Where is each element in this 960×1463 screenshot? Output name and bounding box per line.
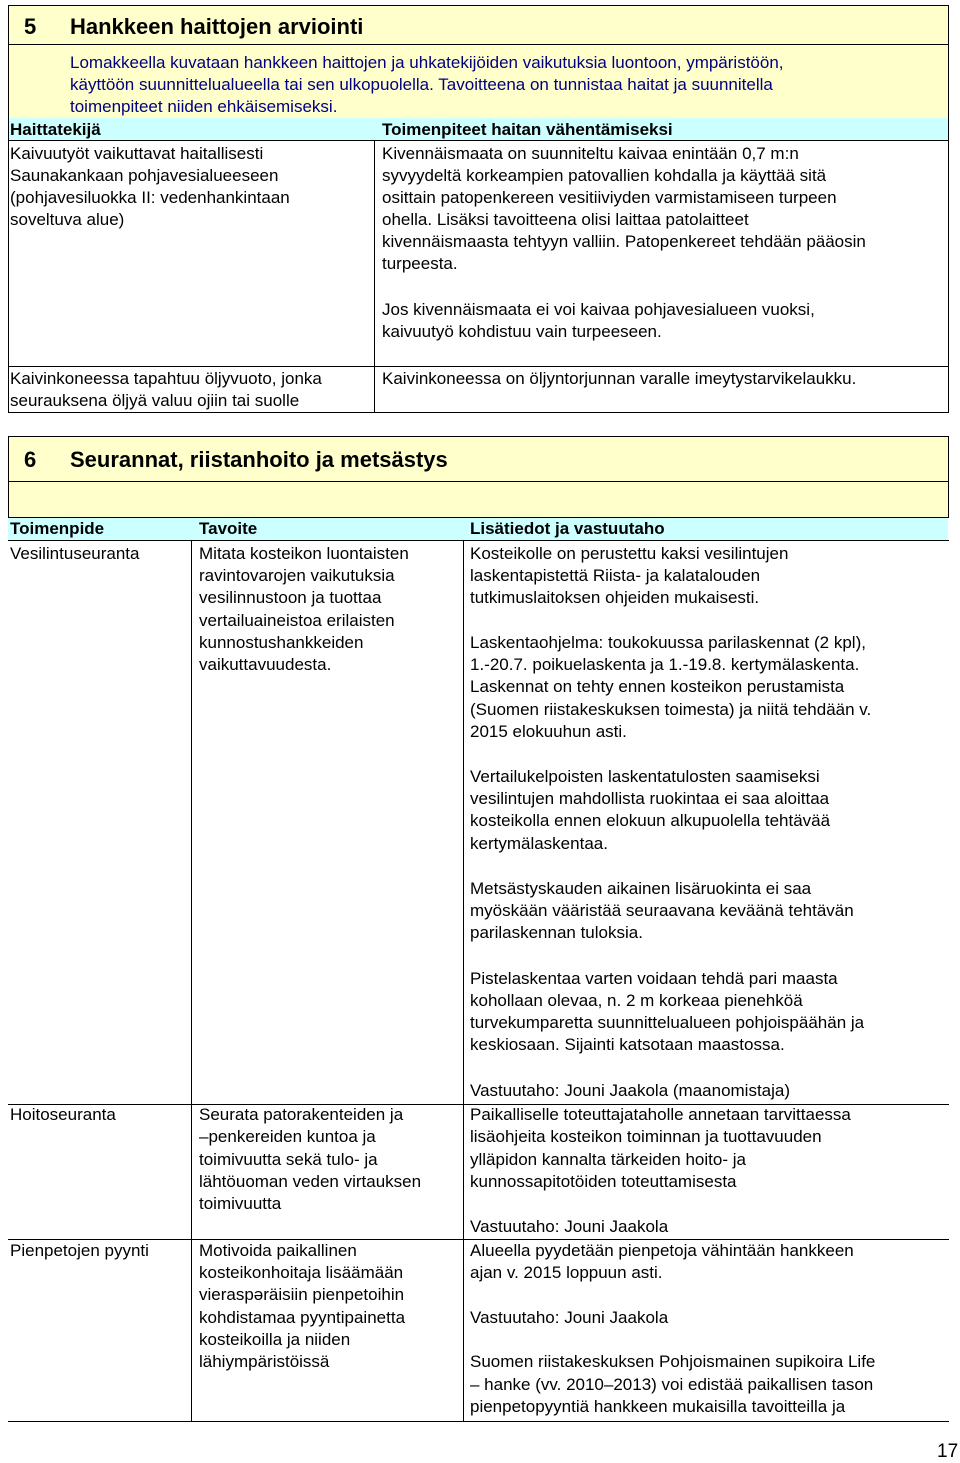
section6-row3-action: Pienpetojen pyynti (10, 1241, 149, 1260)
section6-row3-goal-2: kosteikonhoitaja lisäämään (199, 1263, 404, 1282)
section6-row1-info-2-3: Laskennat on tehty ennen kosteikon perustamista (470, 677, 845, 696)
section6-row3-info-1-2: ajan v. 2015 loppuun asti. (470, 1263, 663, 1282)
section6-row1-action: Vesilintuseuranta (10, 544, 140, 563)
section6-row1-goal-6: vaikuttavuudesta. (199, 655, 332, 674)
section6-row1-info-6-1: Vastuutaho: Jouni Jaakola (maanomistaja) (470, 1081, 791, 1100)
section6-row3-info-3-3: pienpetopyyntiä hankkeen mukaisilla tavoitteilla ja (470, 1397, 846, 1416)
section5-row1-measure-1: Kivennäismaata on suunniteltu kaivaa enintään 0,7 m:n (382, 144, 799, 163)
section6-row2-action: Hoitoseuranta (10, 1105, 116, 1124)
section5-row2-factor-1: Kaivinkoneessa tapahtuu öljyvuoto, jonka (10, 369, 322, 388)
section6-row2-info-1-1: Paikalliselle toteuttajataholle annetaan tarvittaessa (470, 1105, 851, 1124)
section6-row2-goal-2: –penkereiden kuntoa ja (199, 1127, 376, 1146)
section6-row1-goal-4: vertailuaineistoa erilaisten (199, 611, 395, 630)
section5-number: 5 (24, 14, 37, 39)
section5-row1-factor-4: soveltuva alue) (10, 210, 125, 229)
section6-row1-goal-3: vesilinnustoon ja tuottaa (199, 588, 382, 607)
section5-title: Hankkeen haittojen arviointi (70, 14, 364, 39)
section5-intro-line-2: käyttöön suunnittelualueella tai sen ulkopuolella. Tavoitteena on tunnistaa haitat ja suunnitella (70, 75, 773, 94)
section5-row1-factor-1: Kaivuutyöt vaikuttavat haitallisesti (10, 144, 264, 163)
section6-row1-goal-5: kunnostushankkeiden (199, 633, 364, 652)
section6-row1-info-4-3: parilaskennan tuloksia. (470, 923, 643, 942)
section6-row1-info-5-1: Pistelaskentaa varten voidaan tehdä pari maasta (470, 969, 838, 988)
section5-row1-measure-7: Jos kivennäismaata ei voi kaivaa pohjavesialueen vuoksi, (382, 300, 815, 319)
section6-row1-info-1-3: tutkimuslaitoksen ohjeiden mukaisesti. (470, 588, 760, 607)
section6-row1-info-2-5: 2015 elokuuhun asti. (470, 722, 627, 741)
section6-row2-info-1-3: ylläpidon kannalta tärkeiden hoito- ja (470, 1150, 746, 1169)
section6-row1-info-3-4: kertymälaskentaa. (470, 834, 608, 853)
section6-row1-info-5-2: kohollaan olevaa, n. 2 m korkeaa pienehköä (470, 991, 803, 1010)
section6-row1-info-5-3: turvekumparetta suunnittelualueen pohjoispäähän ja (470, 1013, 865, 1032)
section6-row1-info-2-2: 1.-20.7. poikuelaskenta ja 1.-19.8. kertymälaskenta. (470, 655, 860, 674)
section6-row3-goal-1: Motivoida paikallinen (199, 1241, 357, 1260)
page-number: 17 (937, 1441, 959, 1462)
section6-row1-goal-1: Mitata kosteikon luontaisten (199, 544, 409, 563)
section6-row1-info-1-2: laskentapistettä Riista- ja kalatalouden (470, 566, 761, 585)
section6-row1-info-4-2: myöskään vääristää seuraavana keväänä tehtävän (470, 901, 854, 920)
section6-row1-goal-2: ravintovarojen vaikutuksia (199, 566, 395, 585)
section5-row1-measure-4: ohella. Lisäksi tavoitteena olisi laittaa patolaitteet (382, 210, 749, 229)
section6-row2-goal-4: lähtöuoman veden virtauksen (199, 1172, 422, 1191)
section6-row3-goal-4: kohdistamaa pyyntipainetta (199, 1308, 406, 1327)
section6-row2-goal-3: toimivuutta sekä tulo- ja (199, 1150, 378, 1169)
section5-header-factor: Haittatekijä (10, 120, 101, 139)
section5-row1-measure-3: osittain patopenkereen vesitiiviyden varmistamiseen turpeen (382, 188, 837, 207)
section5-row1-factor-3: (pohjavesiluokka II: vedenhankintaan (10, 188, 290, 207)
section6-subheader-box (8, 481, 948, 517)
section6-row1-info-4-1: Metsästyskauden aikainen lisäruokinta ei saa (470, 879, 812, 898)
section6-row1-info-1-1: Kosteikolle on perustettu kaksi vesilintujen (470, 544, 789, 563)
section5-row1-measure-6: turpeesta. (382, 254, 458, 273)
section5-intro-line-1: Lomakkeella kuvataan hankkeen haittojen ja uhkatekijöiden vaikutuksia luontoon, ympäristöön, (70, 53, 784, 72)
section6-row3-info-3-2: – hanke (vv. 2010–2013) voi edistää paikallisen tason (470, 1375, 874, 1394)
section6-row2-goal-1: Seurata patorakenteiden ja (199, 1105, 404, 1124)
section6-row3-info-3-1: Suomen riistakeskuksen Pohjoismainen supikoira Life (470, 1352, 876, 1371)
section6-row2-goal-5: toimivuutta (199, 1194, 282, 1213)
section6-row1-info-3-3: kosteikolla ennen elokuun alkupuolella tehtävää (470, 811, 831, 830)
section6-row1-info-2-1: Laskentaohjelma: toukokuussa parilaskennat (2 kpl), (470, 633, 866, 652)
section6-header-info: Lisätiedot ja vastuutaho (470, 519, 665, 538)
section5-row2-measure-1: Kaivinkoneessa on öljyntorjunnan varalle imeytystarvikelaukku. (382, 369, 857, 388)
section6-header-action: Toimenpide (10, 519, 105, 538)
section6-row1-info-3-2: vesilintujen mahdollista ruokintaa ei saa aloittaa (470, 789, 830, 808)
section6-row2-info-2-1: Vastuutaho: Jouni Jaakola (470, 1217, 669, 1236)
section6-row3-goal-6: lähiympäristöissä (199, 1352, 330, 1371)
section5-row1-measure-8: kaivuutyö kohdistuu vain turpeeseen. (382, 322, 662, 341)
section6-row1-info-5-4: keskiosaan. Sijainti katsotaan maastossa. (470, 1035, 785, 1054)
section6-row2-info-1-4: kunnossapitotöiden toteuttamisesta (470, 1172, 737, 1191)
section5-row1-measure-5: kivennäismaasta tehtyyn valliin. Patopenkereet tehdään pääosin (382, 232, 866, 251)
section6-row1-info-3-1: Vertailukelpoisten laskentatulosten saamiseksi (470, 767, 820, 786)
section5-intro-line-3: toimenpiteet niiden ehkäisemiseksi. (70, 97, 338, 116)
section6-row3-info-2-1: Vastuutaho: Jouni Jaakola (470, 1308, 669, 1327)
section6-row3-goal-5: kosteikoilla ja niiden (199, 1330, 351, 1349)
section6-title: Seurannat, riistanhoito ja metsästys (70, 447, 448, 472)
section5-header-measures: Toimenpiteet haitan vähentämiseksi (382, 120, 673, 139)
section5-row1-factor-2: Saunakankaan pohjavesialueeseen (10, 166, 279, 185)
section6-row3-goal-3: vieraspəräisiin pienpetoihin (199, 1285, 405, 1304)
section6-row1-info-2-4: (Suomen riistakeskuksen toimesta) ja niitä tehdään v. (470, 700, 872, 719)
section6-row2-info-1-2: lisäohjeita kosteikon toiminnan ja tuottavuuden (470, 1127, 822, 1146)
section6-header-goal: Tavoite (199, 519, 258, 538)
section5-row1-measure-2: syvyydeltä korkeampien patovallien kohdalla ja käyttää sitä (382, 166, 827, 185)
section5-row2-factor-2: seurauksena öljyä valuu ojiin tai suolle (10, 391, 300, 410)
section6-row3-info-1-1: Alueella pyydetään pienpetoja vähintään hankkeen (470, 1241, 854, 1260)
section6-number: 6 (24, 447, 37, 472)
